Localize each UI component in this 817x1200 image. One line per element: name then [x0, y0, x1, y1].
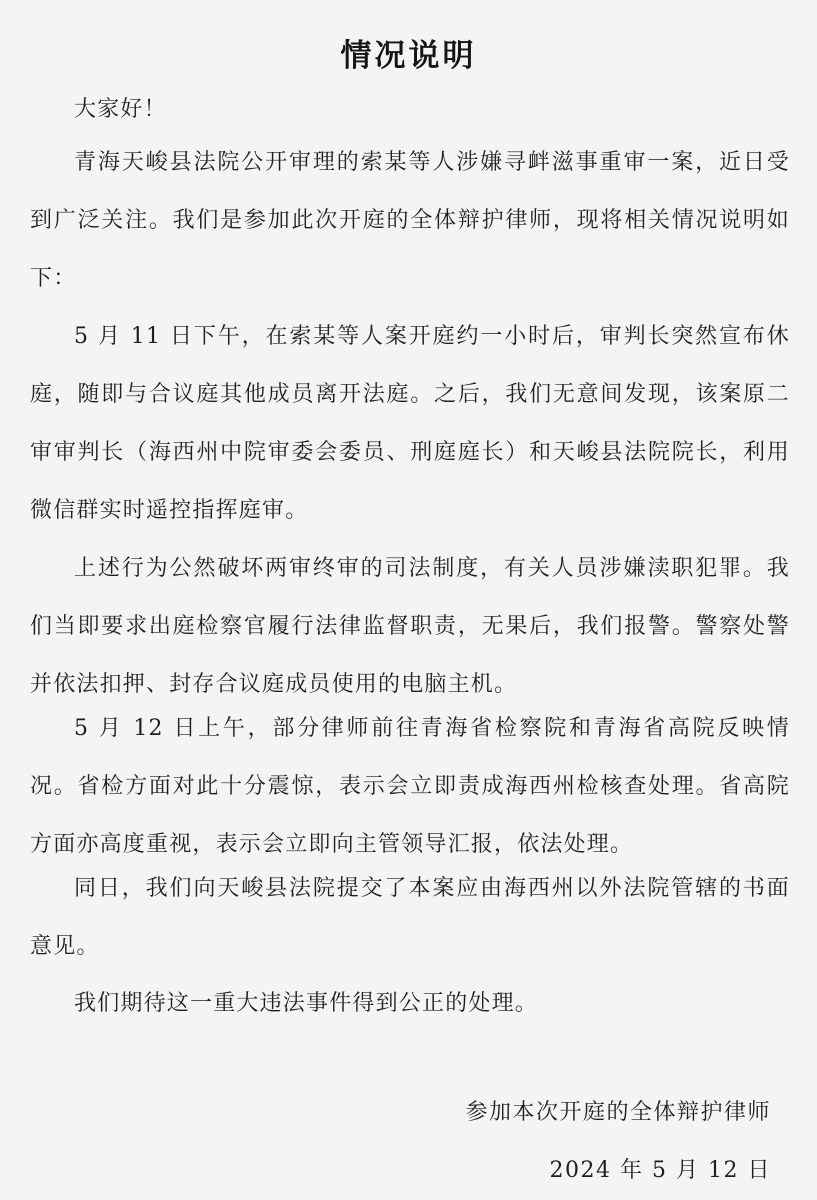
document-title: 情况说明	[340, 38, 477, 74]
paragraph-2	[30, 308, 790, 540]
paragraph-6	[30, 975, 790, 1033]
paragraph-text: 同日，我们向天峻县法院提交了本案应由海西州以外法院管辖的书面意见。	[30, 876, 790, 959]
paragraph-1	[30, 134, 790, 308]
paragraph-4	[30, 700, 790, 874]
paragraph-text: 上述行为公然破坏两审终审的司法制度，有关人员涉嫌渎职犯罪。我们当即要求出庭检察官履行法律监督职责，无果后，我们报警。警察处警并依法扣押、封存合议庭成员使用的电脑主机。	[30, 556, 790, 697]
signature-line: 参加本次开庭的全体辩护律师	[465, 1100, 771, 1125]
paragraph-text: 我们期待这一重大违法事件得到公正的处理。	[74, 991, 539, 1016]
paragraph-5	[30, 860, 790, 976]
paragraph-3	[30, 540, 790, 714]
paragraph-text: 5 月 12 日上午，部分律师前往青海省检察院和青海省高院反映情况。省检方面对此十分震惊，表示会立即责成海西州检核查处理。省高院方面亦高度重视，表示会立即向主管领导汇报，依法处理。	[30, 716, 790, 857]
greeting-text: 大家好！	[74, 97, 167, 122]
paragraph-text: 5 月 11 日下午，在索某等人案开庭约一小时后，审判长突然宣布休庭，随即与合议庭其他成员离开法庭。之后，我们无意间发现，该案原二审审判长（海西州中院审委会委员、刑庭庭长）和天峻县法院院长，利用微信群实时遥控指挥庭审。	[30, 324, 790, 523]
paragraph-text: 青海天峻县法院公开审理的索某等人涉嫌寻衅滋事重审一案，近日受到广泛关注。我们是参加此次开庭的全体辩护律师，现将相关情况说明如下：	[30, 150, 790, 291]
date-line: 2024 年 5 月 12 日	[549, 1158, 771, 1183]
